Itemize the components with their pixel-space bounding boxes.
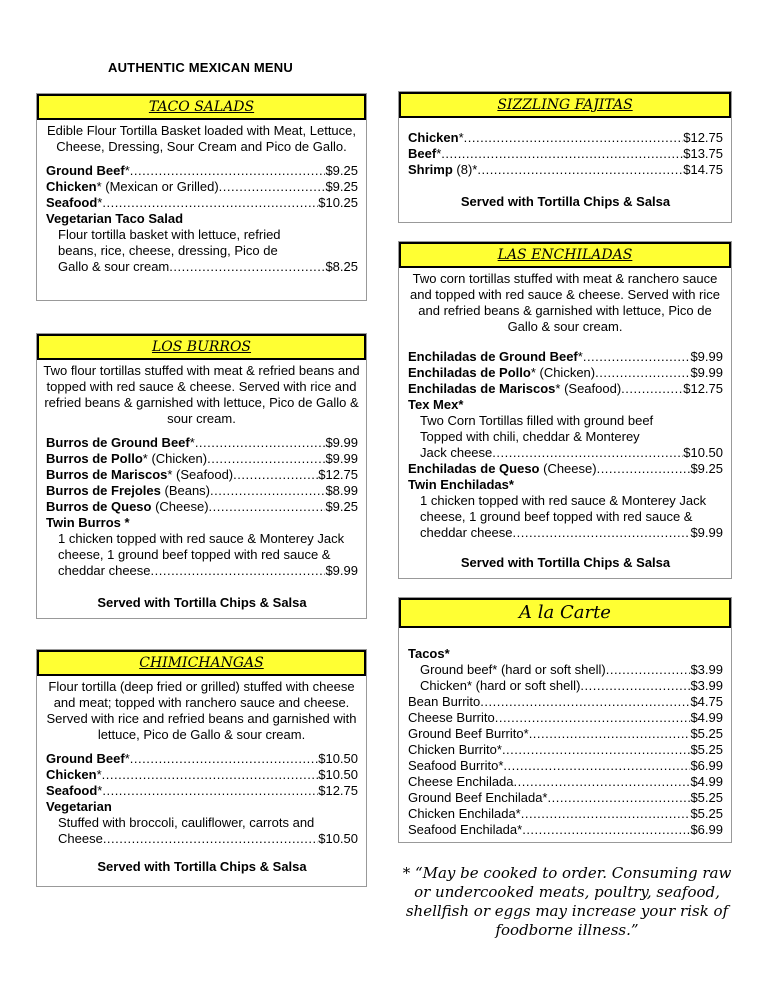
twin-burros-name: Twin Burros * [46, 515, 130, 530]
menu-item: Beef* ..... $13.75 [408, 146, 723, 162]
menu-item: cheddar cheese ..... $9.99 [46, 563, 358, 579]
menu-item: Seafood Enchilada* ..... $6.99 [408, 822, 723, 838]
menu-item: Burros de Mariscos* (Seafood) ..... $12.75 [46, 467, 358, 483]
menu-item: Cheese Burrito ..... $4.99 [408, 710, 723, 726]
burros-section [36, 333, 367, 619]
menu-item: Ground beef* (hard or soft shell) ..... $3.99 [408, 662, 723, 678]
burros-heading: LOS BURROS [37, 334, 366, 360]
menu-item: Ground Beef Enchilada* ..... $5.25 [408, 790, 723, 806]
burros-description: Two flour tortillas stuffed with meat & refried beans and topped with red sauce & cheese. Served with rice and refried beans & garnished with lettuce, Pico de Gallo & sour cream. [43, 363, 360, 426]
menu-item: Ground Beef Burrito* ..... $5.25 [408, 726, 723, 742]
menu-item: Bean Burrito ..... $4.75 [408, 694, 723, 710]
item-description-line: Two Corn Tortillas filled with ground beef [420, 413, 654, 428]
vegetarian-chimichanga-name: Vegetarian [46, 799, 112, 814]
menu-item: Ground Beef* ..... $10.50 [46, 751, 358, 767]
item-description-line: beans, rice, cheese, dressing, Pico de [58, 243, 278, 258]
twin-enchiladas-name: Twin Enchiladas* [408, 477, 514, 492]
menu-item: Burros de Ground Beef* ..... $9.99 [46, 435, 358, 451]
item-description-line: 1 chicken topped with red sauce & Monterey Jack [58, 531, 345, 546]
menu-item: Chicken Burrito* ..... $5.25 [408, 742, 723, 758]
menu-item: Chicken* (Mexican or Grilled) ..... $9.25 [46, 179, 358, 195]
enchiladas-items [399, 335, 731, 571]
menu-item: Enchiladas de Pollo* (Chicken) ..... $9.99 [408, 365, 723, 381]
menu-item: Cheese Enchilada ..... $4.99 [408, 774, 723, 790]
fajitas-section [398, 91, 732, 223]
tacos-label: Tacos* [408, 646, 450, 661]
served-with-note: Served with Tortilla Chips & Salsa [460, 194, 671, 209]
burros-items [37, 427, 366, 611]
food-safety-disclaimer: * “May be cooked to order. Consuming raw or undercooked meats, poultry, seafood, shellfish or eggs may increase your risk of foodborne illness.” [402, 864, 732, 939]
enchiladas-heading: LAS ENCHILADAS [399, 242, 731, 268]
served-with-note: Served with Tortilla Chips & Salsa [97, 859, 307, 874]
menu-item: Chicken* ..... $10.50 [46, 767, 358, 783]
menu-item: Burros de Pollo* (Chicken) ..... $9.99 [46, 451, 358, 467]
item-description-line: Flour tortilla basket with lettuce, refried [58, 227, 281, 242]
chimichangas-heading: CHIMICHANGAS [37, 650, 366, 676]
item-description-line: Topped with chili, cheddar & Monterey [420, 429, 640, 444]
taco-salads-description: Edible Flour Tortilla Basket loaded with Meat, Lettuce, Cheese, Dressing, Sour Cream and Pico de Gallo. [46, 123, 357, 154]
a-la-carte-section [398, 597, 732, 843]
menu-item: Ground Beef* ..... $9.25 [46, 163, 358, 179]
menu-item: cheddar cheese ..... $9.99 [408, 525, 723, 541]
item-description-line: 1 chicken topped with red sauce & Monterey Jack [420, 493, 707, 508]
taco-salads-items [37, 155, 366, 275]
menu-item: Seafood* ..... $12.75 [46, 783, 358, 799]
a-la-carte-items [399, 628, 731, 838]
item-description-line: cheese, 1 ground beef topped with red sauce & [420, 509, 693, 524]
taco-salads-section [36, 93, 367, 301]
menu-item: Chicken* ..... $12.75 [408, 130, 723, 146]
menu-item: Burros de Queso (Cheese) ..... $9.25 [46, 499, 358, 515]
enchiladas-description: Two corn tortillas stuffed with meat & ranchero sauce and topped with red sauce & cheese. Served with rice and refried beans & garnished with lettuce, Pico de Gallo & sour cream. [409, 271, 720, 334]
chimichangas-items [37, 743, 366, 875]
enchiladas-section [398, 241, 732, 579]
chimichangas-description: Flour tortilla (deep fried or grilled) stuffed with cheese and meat; topped with ranchero sauce and cheese. Served with rice and refried beans and garnished with lettuce, Pico de Gallo & sour cream. [46, 679, 357, 742]
taco-salads-heading: TACO SALADS [37, 94, 366, 120]
menu-item: Gallo & sour cream ..... $8.25 [46, 259, 358, 275]
served-with-note: Served with Tortilla Chips & Salsa [97, 595, 307, 610]
menu-item: Cheese ..... $10.50 [46, 831, 358, 847]
item-description-line: Stuffed with broccoli, cauliflower, carrots and [58, 815, 315, 830]
menu-item: Seafood Burrito* ..... $6.99 [408, 758, 723, 774]
served-with-note: Served with Tortilla Chips & Salsa [460, 555, 671, 570]
menu-item: Enchiladas de Ground Beef* ..... $9.99 [408, 349, 723, 365]
menu-item: Shrimp (8)* ..... $14.75 [408, 162, 723, 178]
tex-mex-name: Tex Mex* [408, 397, 464, 412]
fajitas-items [399, 118, 731, 210]
vegetarian-taco-salad-name: Vegetarian Taco Salad [46, 211, 184, 226]
menu-item: Chicken* (hard or soft shell) ..... $3.99 [408, 678, 723, 694]
menu-item: Jack cheese ..... $10.50 [408, 445, 723, 461]
chimichangas-section [36, 649, 367, 887]
fajitas-heading: SIZZLING FAJITAS [399, 92, 731, 118]
item-description-line: cheese, 1 ground beef topped with red sauce & [58, 547, 331, 562]
menu-item: Chicken Enchilada* ..... $5.25 [408, 806, 723, 822]
a-la-carte-heading: A la Carte [399, 598, 731, 628]
menu-item: Seafood* ..... $10.25 [46, 195, 358, 211]
menu-title: AUTHENTIC MEXICAN MENU [108, 60, 293, 75]
menu-item: Enchiladas de Mariscos* (Seafood) ..... $12.75 [408, 381, 723, 397]
menu-item: Enchiladas de Queso (Cheese) ..... $9.25 [408, 461, 723, 477]
menu-item: Burros de Frejoles (Beans) ..... $8.99 [46, 483, 358, 499]
